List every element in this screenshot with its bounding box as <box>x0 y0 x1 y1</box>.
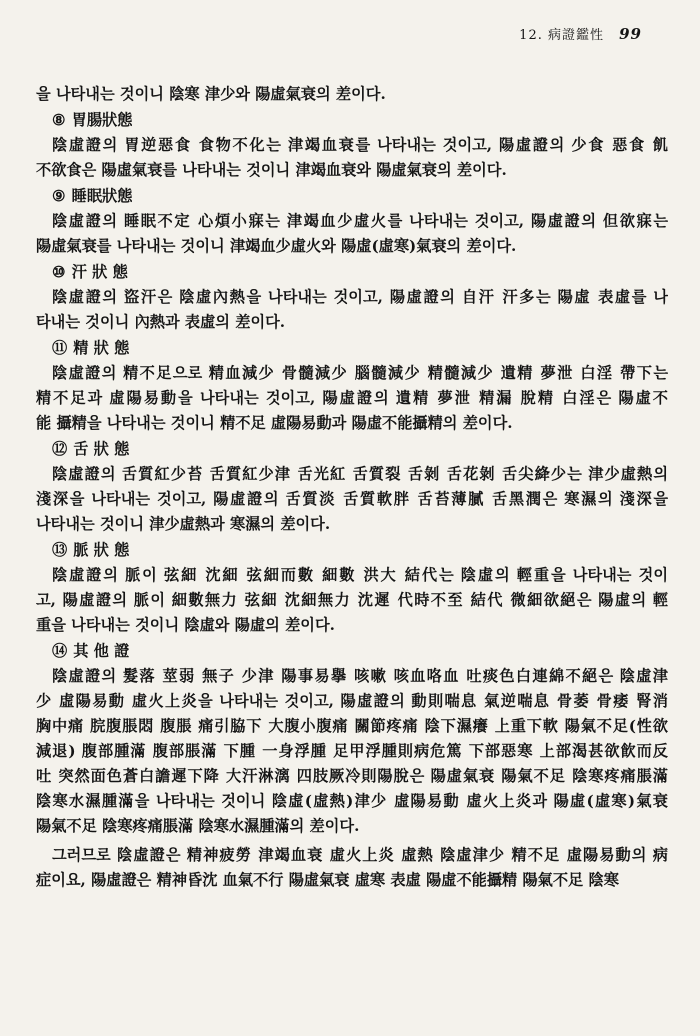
text-line: 吐 突然面色蒼白譫遲下降 大汗淋漓 四肢厥冷則陽脫은 陽虛氣衰 陽氣不足 陰寒疼痛脹滿 <box>36 767 668 785</box>
paragraph <box>36 209 668 259</box>
heading-title: 精 狀 態 <box>73 339 130 357</box>
paragraph <box>36 285 668 335</box>
heading-title: 胃腸狀態 <box>71 111 133 129</box>
heading-number: ⑪ <box>52 339 68 357</box>
text-line: 고, 陽虛證의 脈이 細數無力 弦細 沈細無力 沈遲 代時不至 結代 微細欲絕은 陽虛의 輕 <box>36 591 668 609</box>
heading-title: 汗 狀 態 <box>71 263 128 281</box>
section-heading <box>52 183 668 209</box>
text-line: 不欲食은 陽虛氣衰를 나타내는 것이니 津竭血衰와 陽虛氣衰의 差이다. <box>36 161 507 179</box>
heading-title: 脈 狀 態 <box>73 541 130 559</box>
paragraph <box>36 664 668 839</box>
text-line: 陰虛證의 胃逆惡食 食物不化는 津竭血衰를 나타내는 것이고, 陽虛證의 少食 惡食 飢 <box>52 136 668 154</box>
text-line: 陰虛證의 精不足으로 精血減少 骨髓減少 腦髓減少 精髓減少 遺精 夢泄 白淫 帶下는 <box>52 364 668 382</box>
paragraph <box>36 133 668 183</box>
text-line: 陰虛證의 舌質紅少苔 舌質紅少津 舌光紅 舌質裂 舌剝 舌花剝 舌尖絳少는 津少虛熱의 <box>52 465 668 483</box>
running-header <box>519 24 642 43</box>
section-heading <box>52 638 668 664</box>
heading-number: ⑧ <box>52 111 66 129</box>
text-line: 나타내는 것이니 津少虛熱과 寒濕의 差이다. <box>36 515 331 533</box>
paragraph <box>36 563 668 638</box>
text-line: 그러므로 陰虛證은 精神疲勞 津竭血衰 虛火上炎 虛熱 陰虛津少 精不足 虛陽易動의 病 <box>52 846 668 864</box>
text-line: 陽氣不足 陰寒疼痛脹滿 陰寒水濕腫滿의 差이다. <box>36 817 360 835</box>
text-line: 陰虛證의 脈이 弦細 沈細 弦細而數 細數 洪大 結代는 陰虛의 輕重을 나타내는 것이 <box>52 566 668 584</box>
text-line: 精不足과 虛陽易動을 나타내는 것이고, 陽虛證의 遺精 夢泄 精漏 脫精 白淫은 陽虛不 <box>36 389 668 407</box>
page-number: 99 <box>619 25 642 43</box>
text-line: 症이요, 陽虛證은 精神昏沈 血氣不行 陽虛氣衰 虛寒 表虛 陽虛不能攝精 陽氣不足 陰寒 <box>36 871 619 889</box>
text-line: 少 虛陽易動 虛火上炎을 나타내는 것이고, 陽虛證의 動則喘息 氣逆喘息 骨萎 骨痿 腎消 <box>36 692 668 710</box>
paragraph <box>36 462 668 537</box>
section-heading <box>52 537 668 563</box>
heading-title: 其 他 證 <box>73 642 130 660</box>
text-line: 陽虛氣衰를 나타내는 것이니 津竭血少虛火와 陽虛(虛寒)氣衰의 差이다. <box>36 237 517 255</box>
heading-number: ⑬ <box>52 541 68 559</box>
section-title: 12. 病證鑑性 <box>519 28 604 43</box>
paragraph <box>36 843 668 893</box>
text-line: 能 攝精을 나타내는 것이니 精不足 虛陽易動과 陽虛不能攝精의 差이다. <box>36 414 513 432</box>
text-line: 減退) 腹部腫滿 腹部脹滿 下腫 一身浮腫 足甲浮腫則病危篤 下部惡寒 上部渴甚欲飮而反 <box>36 742 668 760</box>
heading-number: ⑭ <box>52 642 68 660</box>
paragraph <box>36 361 668 436</box>
heading-number: ⑨ <box>52 187 66 205</box>
section-heading <box>52 335 668 361</box>
text-line: 타내는 것이니 內熱과 表虛의 差이다. <box>36 313 286 331</box>
page-body <box>36 82 668 893</box>
section-heading <box>52 259 668 285</box>
text-line: 을 나타내는 것이니 陰寒 津少와 陽虛氣衰의 差이다. <box>36 85 386 103</box>
paragraph <box>36 82 668 107</box>
section-heading <box>52 107 668 133</box>
text-line: 重을 나타내는 것이니 陰虛와 陽虛의 差이다. <box>36 616 335 634</box>
heading-title: 睡眠狀態 <box>71 187 133 205</box>
text-line: 陰寒水濕腫滿을 나타내는 것이니 陰虛(虛熱)津少 虛陽易動 虛火上炎과 陽虛(虛寒)氣衰 <box>36 792 668 810</box>
text-line: 陰虛證의 睡眠不定 心煩小寐는 津竭血少虛火를 나타내는 것이고, 陽虛證의 但欲寐는 <box>52 212 668 230</box>
heading-number: ⑫ <box>52 440 68 458</box>
text-line: 淺深을 나타내는 것이고, 陽虛證의 舌質淡 舌質軟胖 舌苔薄膩 舌黑潤은 寒濕의 淺深을 <box>36 490 668 508</box>
heading-number: ⑩ <box>52 263 66 281</box>
text-line: 陰虛證의 髮落 莖弱 無子 少津 陽事易擧 咳嗽 咳血咯血 吐痰色白連綿不絕은 陰虛津 <box>52 667 668 685</box>
heading-title: 舌 狀 態 <box>73 440 130 458</box>
text-line: 陰虛證의 盜汗은 陰虛內熱을 나타내는 것이고, 陽虛證의 自汗 汗多는 陽虛 表虛를 나 <box>52 288 668 306</box>
text-line: 胸中痛 脘腹脹悶 腹脹 痛引脇下 大腹小腹痛 關節疼痛 陰下濕癢 上重下軟 陽氣不足(性欲 <box>36 717 668 735</box>
section-heading <box>52 436 668 462</box>
